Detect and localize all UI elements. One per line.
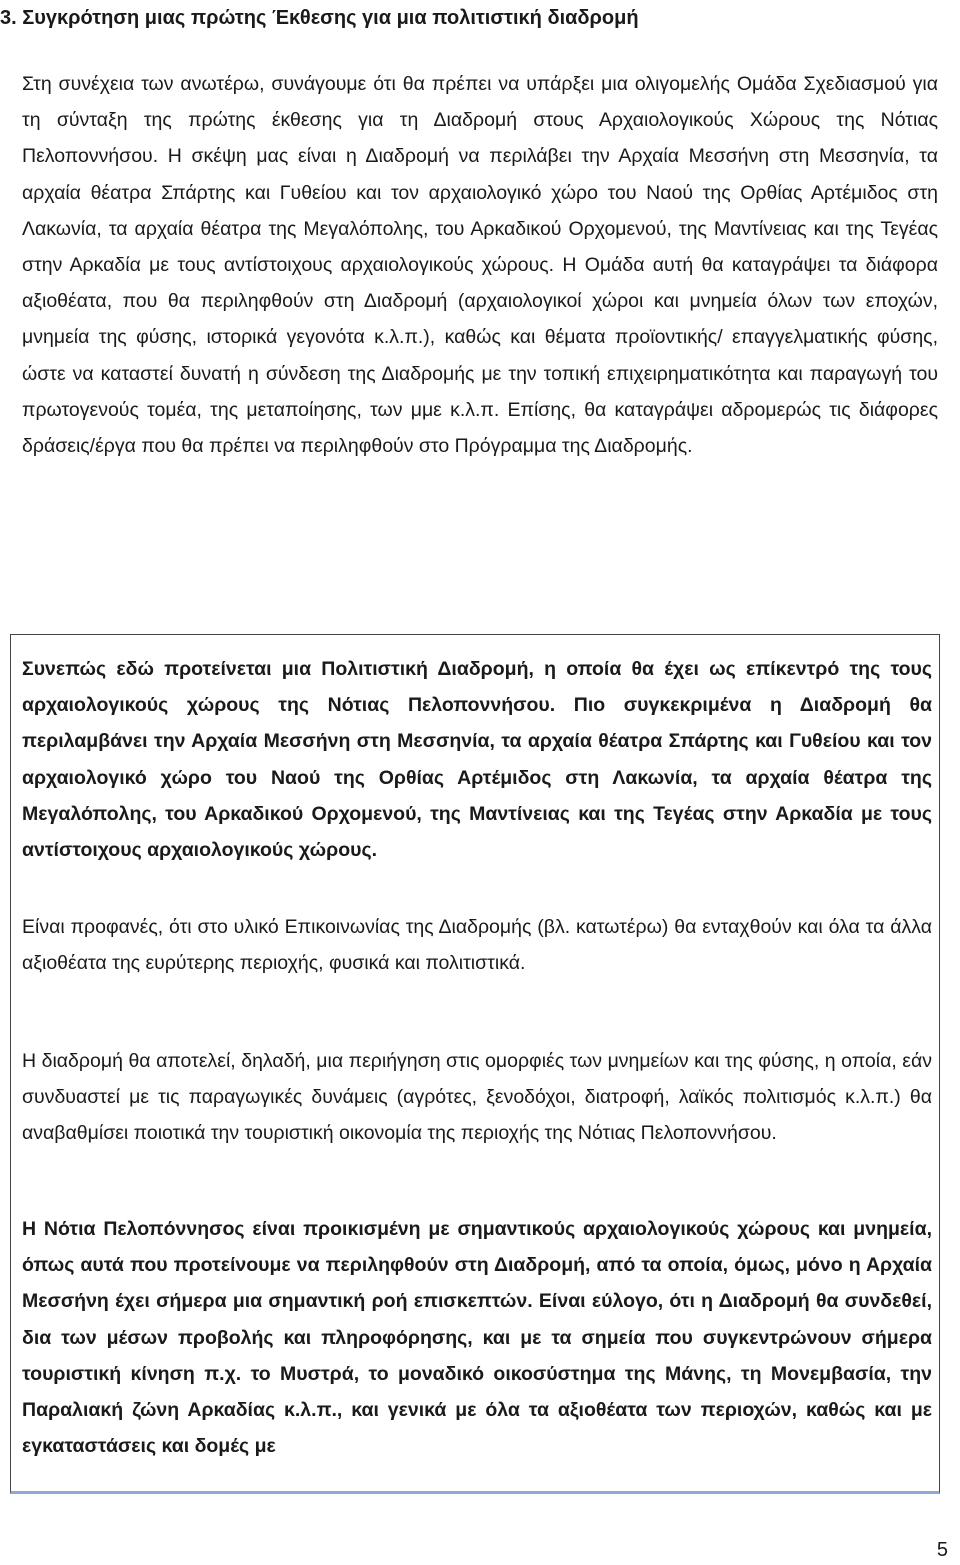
highlight-box xyxy=(10,634,940,1494)
box-paragraph-proposal: Συνεπώς εδώ προτείνεται μια Πολιτιστική Διαδρομή, η οποία θα έχει ως επίκεντρό της τους αρχαιολογικούς χώρους της Νότιας Πελοποννήσου. Πιο συγκεκριμένα η Διαδρομή θα περιλαμβάνει την Αρχαία Μεσσήνη στη Μεσσηνία, τα αρχαία θέατρα Σπάρτης και Γυθείου και τον αρχαιολογικό χώρο του Ναού της Ορθίας Αρτέμιδος στη Λακωνία, τα αρχαία θέατρα της Μεγαλόπολης, του Αρκαδικού Ορχομενού, της Μαντίνειας και της Τεγέας στην Αρκαδία με τους αντίστοιχους αρχαιολογικούς χώρους. xyxy=(22,658,932,862)
box-paragraph-tour: Η διαδρομή θα αποτελεί, δηλαδή, μια περιήγηση στις ομορφιές των μνημείων και της φύσης, η οποία, εάν συνδυαστεί με τις παραγωγικές δυνάμεις (αγρότες, ξενοδόχοι, διατροφή, λαϊκός πολιτισμός κ.λ.π.) θα αναβαθμίσει ποιοτικά την τουριστική οικονομία της περιοχής της Νότιας Πελοποννήσου. xyxy=(22,1050,932,1145)
box-paragraph-peloponnese: Η Νότια Πελοπόννησος είναι προικισμένη με σημαντικούς αρχαιολογικούς χώρους και μνημεία, όπως αυτά που προτείνουμε να περιληφθούν στη Διαδρομή, από τα οποία, όμως, μόνο η Αρχαία Μεσσήνη έχει σήμερα μια σημαντική ροή επισκεπτών. Είναι εύλογο, ότι η Διαδρομή θα συνδεθεί, δια των μέσων προβολής και πληροφόρησης, και με τα σημεία που συγκεντρώνουν σήμερα τουριστική κίνηση π.χ. το Μυστρά, το μοναδικό οικοσύστημα της Μάνης, τη Μονεμβασία, την Παραλιακή ζώνη Αρκαδίας κ.λ.π., και γενικά με όλα τα αξιοθέατα των περιοχών, καθώς και με εγκαταστάσεις και δομές με xyxy=(22,1218,932,1458)
intro-paragraph: Στη συνέχεια των ανωτέρω, συνάγουμε ότι θα πρέπει να υπάρξει μια ολιγομελής Ομάδα Σχεδιασμού για τη σύνταξη της πρώτης έκθεσης για τη Διαδρομή στους Αρχαιολογικούς Χώρους της Νότιας Πελοποννήσου. Η σκέψη μας είναι η Διαδρομή να περιλάβει την Αρχαία Μεσσήνη στη Μεσσηνία, τα αρχαία θέατρα Σπάρτης και Γυθείου και τον αρχαιολογικό χώρο του Ναού της Ορθίας Αρτέμιδος στη Λακωνία, τα αρχαία θέατρα της Μεγαλόπολης, του Αρκαδικού Ορχομενού, της Μαντίνειας και της Τεγέας στην Αρκαδία με τους αντίστοιχους αρχαιολογικούς χώρους. Η Ομάδα αυτή θα καταγράψει τα διάφορα αξιοθέατα, που θα περιληφθούν στη Διαδρομή (αρχαιολογικοί χώροι και μνημεία όλων των εποχών, μνημεία της φύσης, ιστορικά γεγονότα κ.λ.π.), καθώς και θέματα προϊοντικής/ επαγγελματικής φύσης, ώστε να καταστεί δυνατή η σύνδεση της Διαδρομής με την τοπική επιχειρηματικότητα και παραγωγή του πρωτογενούς τομέα, της μεταποίησης, των μμε κ.λ.π. Επίσης, θα καταγράψει αδρομερώς τις διάφορες δράσεις/έργα που θα πρέπει να περιληφθούν στο Πρόγραμμα της Διαδρομής. xyxy=(22,73,938,458)
section-heading: 3. Συγκρότηση μιας πρώτης Έκθεσης για μια πολιτιστική διαδρομή xyxy=(0,7,639,29)
page-number: 5 xyxy=(936,1539,948,1561)
box-paragraph-communication: Είναι προφανές, ότι στο υλικό Επικοινωνίας της Διαδρομής (βλ. κατωτέρω) θα ενταχθούν και όλα τα άλλα αξιοθέατα της ευρύτερης περιοχής, φυσικά και πολιτιστικά. xyxy=(22,916,932,975)
